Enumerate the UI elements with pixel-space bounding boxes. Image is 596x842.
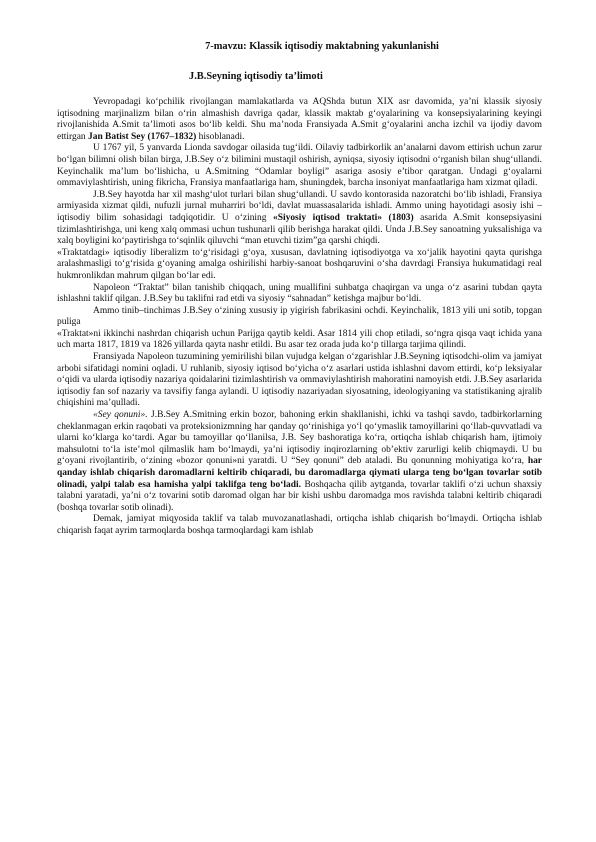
- paragraph-7: «Traktat»ni ikkinchi nashrdan chiqarish uchun Parijga qaytib keldi. Asar 1814 yili chop etiladi, so‘ngra qisqa vaqt ichida yana uch marta 1817, 1819 va 1826 yillarda qayta nashr etildi. Bu asar tez orada juda ko‘p tillarga tarjima qilindi.: [57, 328, 542, 351]
- paragraph-3: J.B.Sey hayotda har xil mashg‘ulot turlari bilan shug‘ullandi. U savdo kontorasida nazoratchi bo‘lib ishladi, Fransiya armiyasida xizmat qildi, nufuzli jurnal muharriri bo‘ldi, davlat muassasalarida ishladi. Ammo uning hayotidagi asosiy ishi – iqtisodiy bilim sohasidagi tadqiqotidir. U o‘zining «Siyosiy iqtisod traktati» (1803) asarida A.Smit konsepsiyasini tizimlashtirishga, uni keng xalq ommasi uchun tushunarli qilib berishga harakat qildi. Unda J.B.Sey sanoatning yuksalishiga va xalq boyligini ko‘paytirishga to‘sqinlik qiluvchi “man etuvchi tizim”ga qarshi chiqdi.: [57, 189, 542, 247]
- italic-law-title: «Sey qonuni».: [93, 410, 148, 421]
- paragraph-8: Fransiyada Napoleon tuzumining yemirilishi bilan vujudga kelgan o‘zgarishlar J.B.Seyning iqtisodchi-olim va jamiyat arbobi sifatidagi nomini oqladi. U ruhlanib, siyosiy iqtisod bo‘yicha o‘z asarlari ustida ishlashni davom ettirdi, ko‘p leksiyalar o‘qidi va ularda iqtisodiy nazariya qoidalarini tizimlashtirish va ommaviylashtirish mahoratini namoyish etdi. J.B.Sey asarlarida iqtisodiy fan sof nazariy va tavsifiy fanga aylandi. U iqtisodiy nazariyadan siyosatning, ideologiyaning va statistikaning ajralib chiqishini ma’qulladi.: [57, 352, 542, 409]
- section-subtitle: J.B.Seyning iqtisodiy ta’limoti: [189, 71, 323, 82]
- document-body: [57, 97, 542, 538]
- bold-law-statement: har qanday ishlab chiqarish daromadlarni keltirib chiqaradi, bu daromadlarga qiymati ularga teng bo‘lgan tovarlar sotib olinadi, yalpi talab esa hamisha yalpi taklifga teng bo‘ladi.: [57, 456, 542, 490]
- paragraph-9: «Sey qonuni». J.B.Sey A.Smitning erkin bozor, bahoning erkin shakllanishi, ichki va tashqi savdo, tadbirkorlarning cheklanmagan erkin raqobati va proteksionizmning har qanday qo‘rinishiga yo‘l qo‘ymaslik tamoyillarini qo‘llab-quvvatladi va ularni ko‘klarga ko‘tardi. Agar bu tamoyillar qo‘llanilsa, J.B. Sey bashoratiga ko‘ra, ortiqcha ishlab chiqarish ham, ijtimoiy mahsulotni to‘la iste’mol qilmaslik ham bo‘lmaydi, ya’ni iqtisodiy inqirozlarning ob’ektiv zarurligi kelib chiqmaydi. U bu g‘oyani rivojlantirib, o‘zining «bozor qonuni»ni yaratdi. U “Sey qonuni” deb ataladi. Bu qonunning mohiyatiga ko‘ra, har qanday ishlab chiqarish daromadlarni keltirib chiqaradi, bu daromadlarga qiymati ularga teng bo‘lgan tovarlar sotib olinadi, yalpi talab esa hamisha yalpi taklifga teng bo‘ladi. Boshqacha qilib aytganda, tovarlar taklifi o‘zi uchun shaxsiy talabni yaratadi, ya’ni o‘z tovarini sotib daromad olgan har bir kishi ushbu daromadga mos ravishda talabni keltirib chiqaradi (boshqa tovarlar sotib olinadi).: [57, 410, 543, 513]
- paragraph-6: Ammo tinib–tinchimas J.B.Sey o‘zining xususiy ip yigirish fabrikasini ochdi. Keyinchalik, 1813 yili uni sotib, topgan puliga: [57, 305, 542, 328]
- paragraph-4: «Traktatdagi» iqtisodiy liberalizm to‘g‘risidagi g‘oya, xususan, davlatning iqtisodiyotga va xo‘jalik hayotini qayta qurishga aralashmasligi to‘g‘risida g‘oyaning amalga oshirilishi harbiy-sanoat boshqaruvini o‘sha davrdagi Fransiya hukumatidagi real hukmronlikdan mahrum qilgan bo‘lar edi.: [57, 247, 542, 281]
- paragraph-5: Napoleon “Traktat” bilan tanishib chiqqach, uning muallifini suhbatga chaqirgan va unga o‘z asarini tubdan qayta ishlashni taklif qilgan. J.B.Sey bu taklifni rad etdi va siyosiy “sahnadan” ketishga majbur bo‘ldi.: [57, 282, 542, 305]
- bold-name: Jan Batist Sey (1767–1832): [88, 131, 197, 142]
- paragraph-2: U 1767 yil, 5 yanvarda Lionda savdogar oilasida tug‘ildi. Oilaviy tadbirkorlik an’analarni davom ettirish uchun zarur bo‘lgan bilimni olish bilan birga, J.B.Sey o‘z bilimini mustaqil oshirish, ayniqsa, siyosiy iqtisodni o‘rganish bilan shug‘ullandi. Keyinchalik ma’lum bo‘lishicha, u A.Smitning “Odamlar boyligi” asariga asosiy e’tibor qaratgan. Undagi g‘oyalarni ommaviylashtirish, uning fikricha, Fransiya manfaatlariga ham, shuningdek, barcha insoniyat manfaatlariga ham xizmat qiladi.: [57, 143, 542, 189]
- page-title: 7-mavzu: Klassik iqtisodiy maktabning yakunlanishi: [205, 41, 439, 52]
- paragraph-1: Yevropadagi ko‘pchilik rivojlangan mamlakatlarda va AQShda butun XIX asr davomida, ya’ni klassik siyosiy iqtisodning marjinalizm bilan o‘rin almashish davriga qadar, klassik maktab g‘oyalarining va konsepsiyalarining keyingi rivojlanishida A.Smit ta’limoti asos bo‘lib keldi. Shu ma’noda Fransiyada A.Smit g‘oyalarini ancha izchil va ijodiy davom ettirgan Jan Batist Sey (1767–1832) hisoblanadi.: [57, 97, 542, 142]
- bold-treatise: «Siyosiy iqtisod traktati» (1803): [273, 212, 414, 223]
- paragraph-10: Demak, jamiyat miqyosida taklif va talab muvozanatlashadi, ortiqcha ishlab chiqarish bo‘lmaydi. Ortiqcha ishlab chiqarish faqat ayrim tarmoqlarda boshqa tarmoqlardagi kam ishlab: [57, 514, 542, 536]
